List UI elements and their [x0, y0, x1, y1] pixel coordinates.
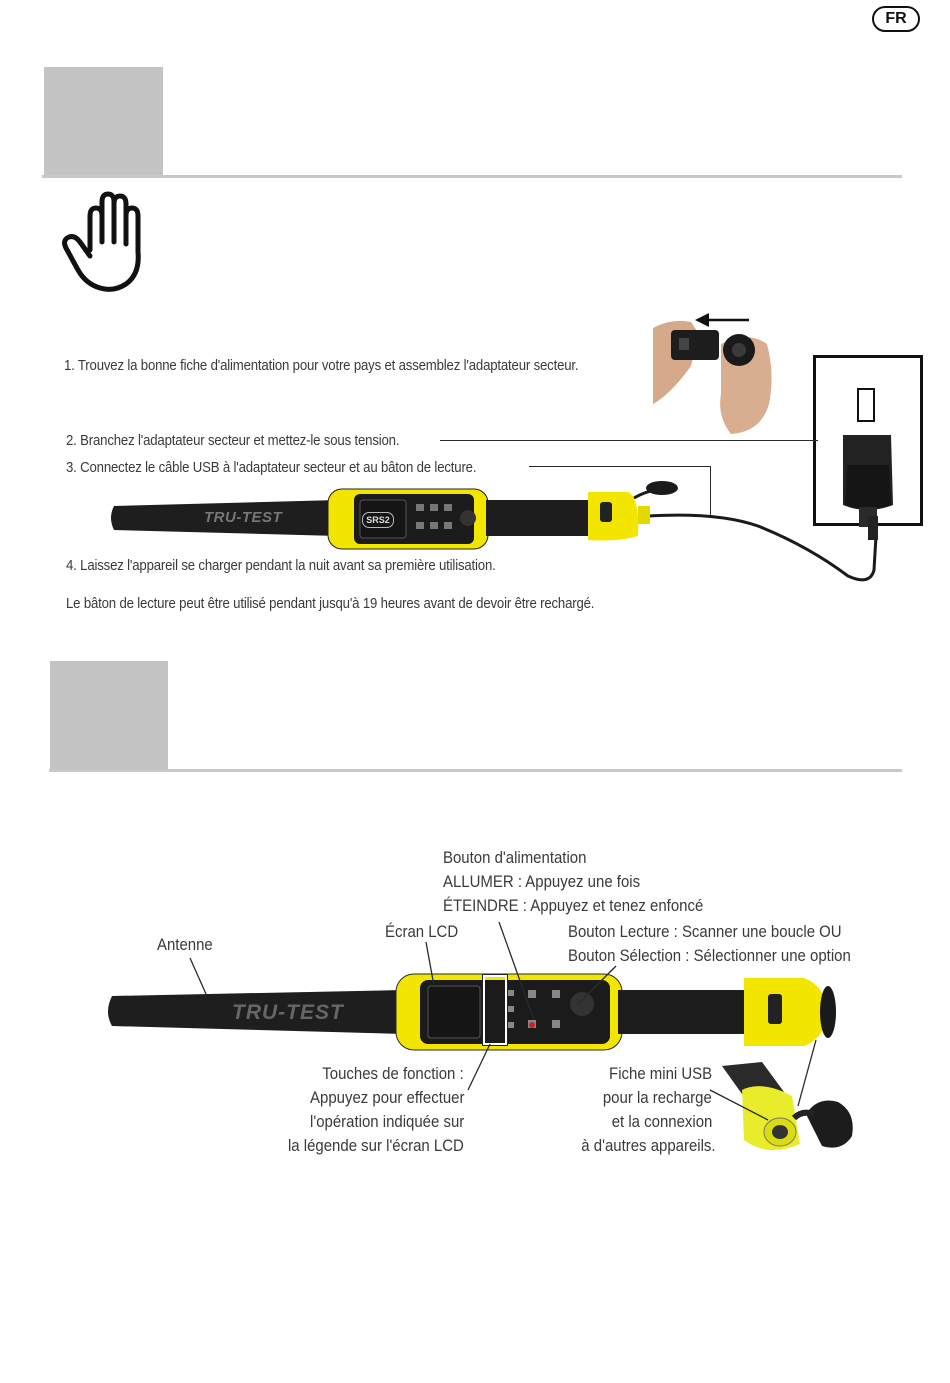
select-button-label: Bouton Sélection : Sélectionner une option	[568, 946, 851, 965]
usb-label-2: pour la recharge	[603, 1088, 712, 1107]
function-keys-label-2: Appuyez pour effectuer	[309, 1088, 464, 1107]
step-4-text: 4. Laissez l'appareil se charger pendant la nuit avant sa première utilisation.	[66, 557, 496, 574]
function-keys-label-3: l'opération indiquée sur	[309, 1112, 464, 1131]
lcd-label: Écran LCD	[385, 922, 459, 941]
step-3-text: 3. Connectez le câble USB à l'adaptateur secteur et au bâton de lecture.	[66, 459, 477, 476]
step-2-text: 2. Branchez l'adaptateur secteur et mettez-le sous tension.	[66, 432, 400, 449]
usb-label-4: à d'autres appareils.	[581, 1136, 716, 1155]
function-keys-label-4: la légende sur l'écran LCD	[288, 1136, 464, 1155]
device-brand-logo: TRU-TEST	[204, 509, 283, 526]
usb-label-3: et la connexion	[611, 1112, 712, 1131]
device-model-badge: SRS2	[362, 512, 394, 528]
battery-note-text: Le bâton de lecture peut être utilisé pendant jusqu'à 19 heures avant de devoir être rechargé.	[66, 595, 595, 612]
power-off-label: ÉTEINDRE : Appuyez et tenez enfoncé	[443, 896, 704, 915]
power-on-label: ALLUMER : Appuyez une fois	[443, 872, 641, 891]
language-badge: FR	[872, 6, 920, 32]
read-button-label: Bouton Lecture : Scanner une boucle OU	[568, 922, 842, 941]
step-1-text: 1. Trouvez la bonne fiche d'alimentation pour votre pays et assemblez l'adaptateur secteur.	[64, 357, 579, 374]
power-button-title: Bouton d'alimentation	[443, 848, 587, 867]
usb-label-1: Fiche mini USB	[608, 1064, 712, 1083]
device-diagram-brand-logo: TRU-TEST	[232, 1001, 344, 1024]
antenna-label: Antenne	[157, 935, 213, 954]
function-keys-label-1: Touches de fonction :	[322, 1064, 464, 1083]
